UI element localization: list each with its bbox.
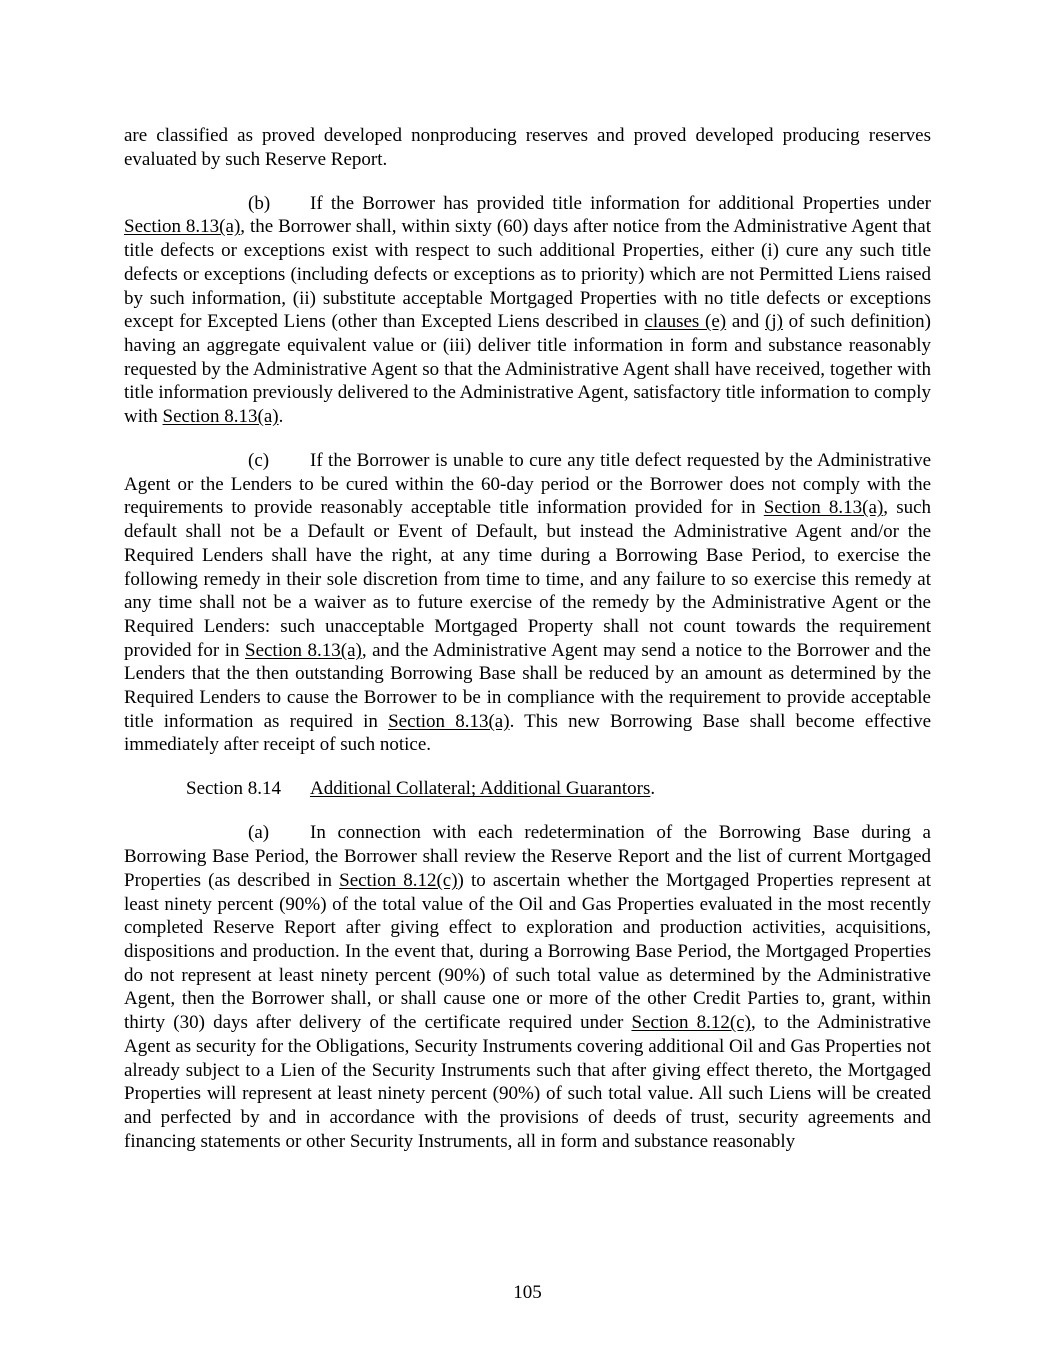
paragraph-text: . This new Borrowing Base shall become effective immediately after receipt of such notice. xyxy=(124,710,932,756)
paragraph-text: and xyxy=(726,311,766,333)
paragraph-b xyxy=(124,192,931,429)
section-heading xyxy=(124,777,931,801)
paragraph-c xyxy=(124,449,931,757)
paragraph-text: , the Borrower shall, within sixty (60) days after notice from the Administrative Agent that title defects or exceptions exist with respect to such additional Properties, either (i) cure any such title defects or exceptions (including defects or exceptions as to priority) which are not Permitted Liens raised by such information, (ii) substitute acceptable Mortgaged Properties with no title defects or exceptions except for Excepted Liens (other than Excepted Liens described in xyxy=(124,216,932,333)
paragraph-text: If the Borrower has provided title information for additional Properties under xyxy=(310,192,931,214)
section-reference: Section 8.13(a) xyxy=(763,497,884,519)
paragraph-text: , to the Administrative Agent as security for the Obligations, Security Instruments covering additional Oil and Gas Properties not already subject to a Lien of the Security Instruments such that after giving effect thereto, the Mortgaged Properties will represent at least ninety percent (90%) of such total value. All such Liens will be created and perfected by and in accordance with the provisions of deeds of trust, security agreements and financing statements or other Security Instruments, all in form and substance reasonably xyxy=(124,1012,931,1152)
clause-reference: clauses (e) xyxy=(644,311,727,333)
section-reference: Section 8.12(c) xyxy=(631,1012,751,1034)
paragraph-text: If the Borrower is unable to cure any title defect requested by the Administrative Agent or the Lenders to be cured within the 60-day period or the Borrower does not comply with the requirements to provide reasonably acceptable title information provided for in xyxy=(124,450,931,519)
paragraph-gap xyxy=(124,801,931,821)
paragraph-gap xyxy=(124,171,931,191)
section-reference: Section 8.13(a) xyxy=(162,406,279,428)
paragraph-text: are classified as proved developed nonproducing reserves and proved developed producing reserves evaluated by such Reserve Report. xyxy=(124,125,931,170)
paragraph-continued xyxy=(124,124,931,171)
page-number: 105 xyxy=(513,1282,542,1303)
paragraph-text: . xyxy=(278,406,284,428)
section-reference: Section 8.12(c) xyxy=(339,869,458,891)
paragraph-label: (c) xyxy=(248,450,270,472)
section-reference: Section 8.13(a) xyxy=(245,639,362,661)
paragraph-text: , such default shall not be a Default or Event of Default, but instead the Administrative Agent and/or the Required Lenders shall have the right, at any time during a Borrowing Base Period, to exercise the following remedy in their sole discretion from time to time, and any failure to so exercise this remedy at any time shall not be a waiver as to future exercise of the remedy by the Administrative Agent or the Required Lenders: such unacceptable Mortgaged Property shall not count towards the requirement provided for in xyxy=(124,497,932,661)
paragraph-gap xyxy=(124,429,931,449)
paragraph-label: (b) xyxy=(248,192,271,214)
paragraph-text: In connection with each redetermination of the Borrowing Base during a Borrowing Base Period, the Borrower shall review the Reserve Report and the list of current Mortgaged Properties (as described in xyxy=(124,822,931,891)
section-number: Section 8.14 xyxy=(186,778,281,800)
document-page xyxy=(124,124,931,1153)
clause-reference: (j) xyxy=(765,311,783,333)
paragraph-text: of such definition) having an aggregate equivalent value or (iii) deliver title information in form and substance reasonably requested by the Administrative Agent so that the Administrative Agent shall have received, together with title information previously delivered to the Administrative Agent, satisfactory title information to comply with xyxy=(124,311,931,428)
paragraph-a xyxy=(124,821,931,1153)
paragraph-label: (a) xyxy=(248,822,270,844)
section-title: Additional Collateral; Additional Guarantors xyxy=(310,778,651,800)
section-title-period: . xyxy=(650,778,656,800)
paragraph-text: , and the Administrative Agent may send a notice to the Borrower and the Lenders that the then outstanding Borrowing Base shall be reduced by an amount as determined by the Required Lenders to cause the Borrower to be in compliance with the requirement to provide acceptable title information as required in xyxy=(124,639,931,732)
section-reference: Section 8.13(a) xyxy=(388,710,510,732)
section-reference: Section 8.13(a) xyxy=(124,216,241,238)
paragraph-gap xyxy=(124,757,931,777)
paragraph-text: ) to ascertain whether the Mortgaged Properties represent at least ninety percent (90%) of the total value of the Oil and Gas Properties evaluated in the most recently completed Reserve Report after giving effect to exploration and production activities, acquisitions, dispositions and production. In the event that, during a Borrowing Base Period, the Mortgaged Properties do not represent at least ninety percent (90%) of such total value as determined by the Administrative Agent, then the Borrower shall, or shall cause one or more of the other Credit Parties to, grant, within thirty (30) days after delivery of the certificate required under xyxy=(124,869,931,1034)
